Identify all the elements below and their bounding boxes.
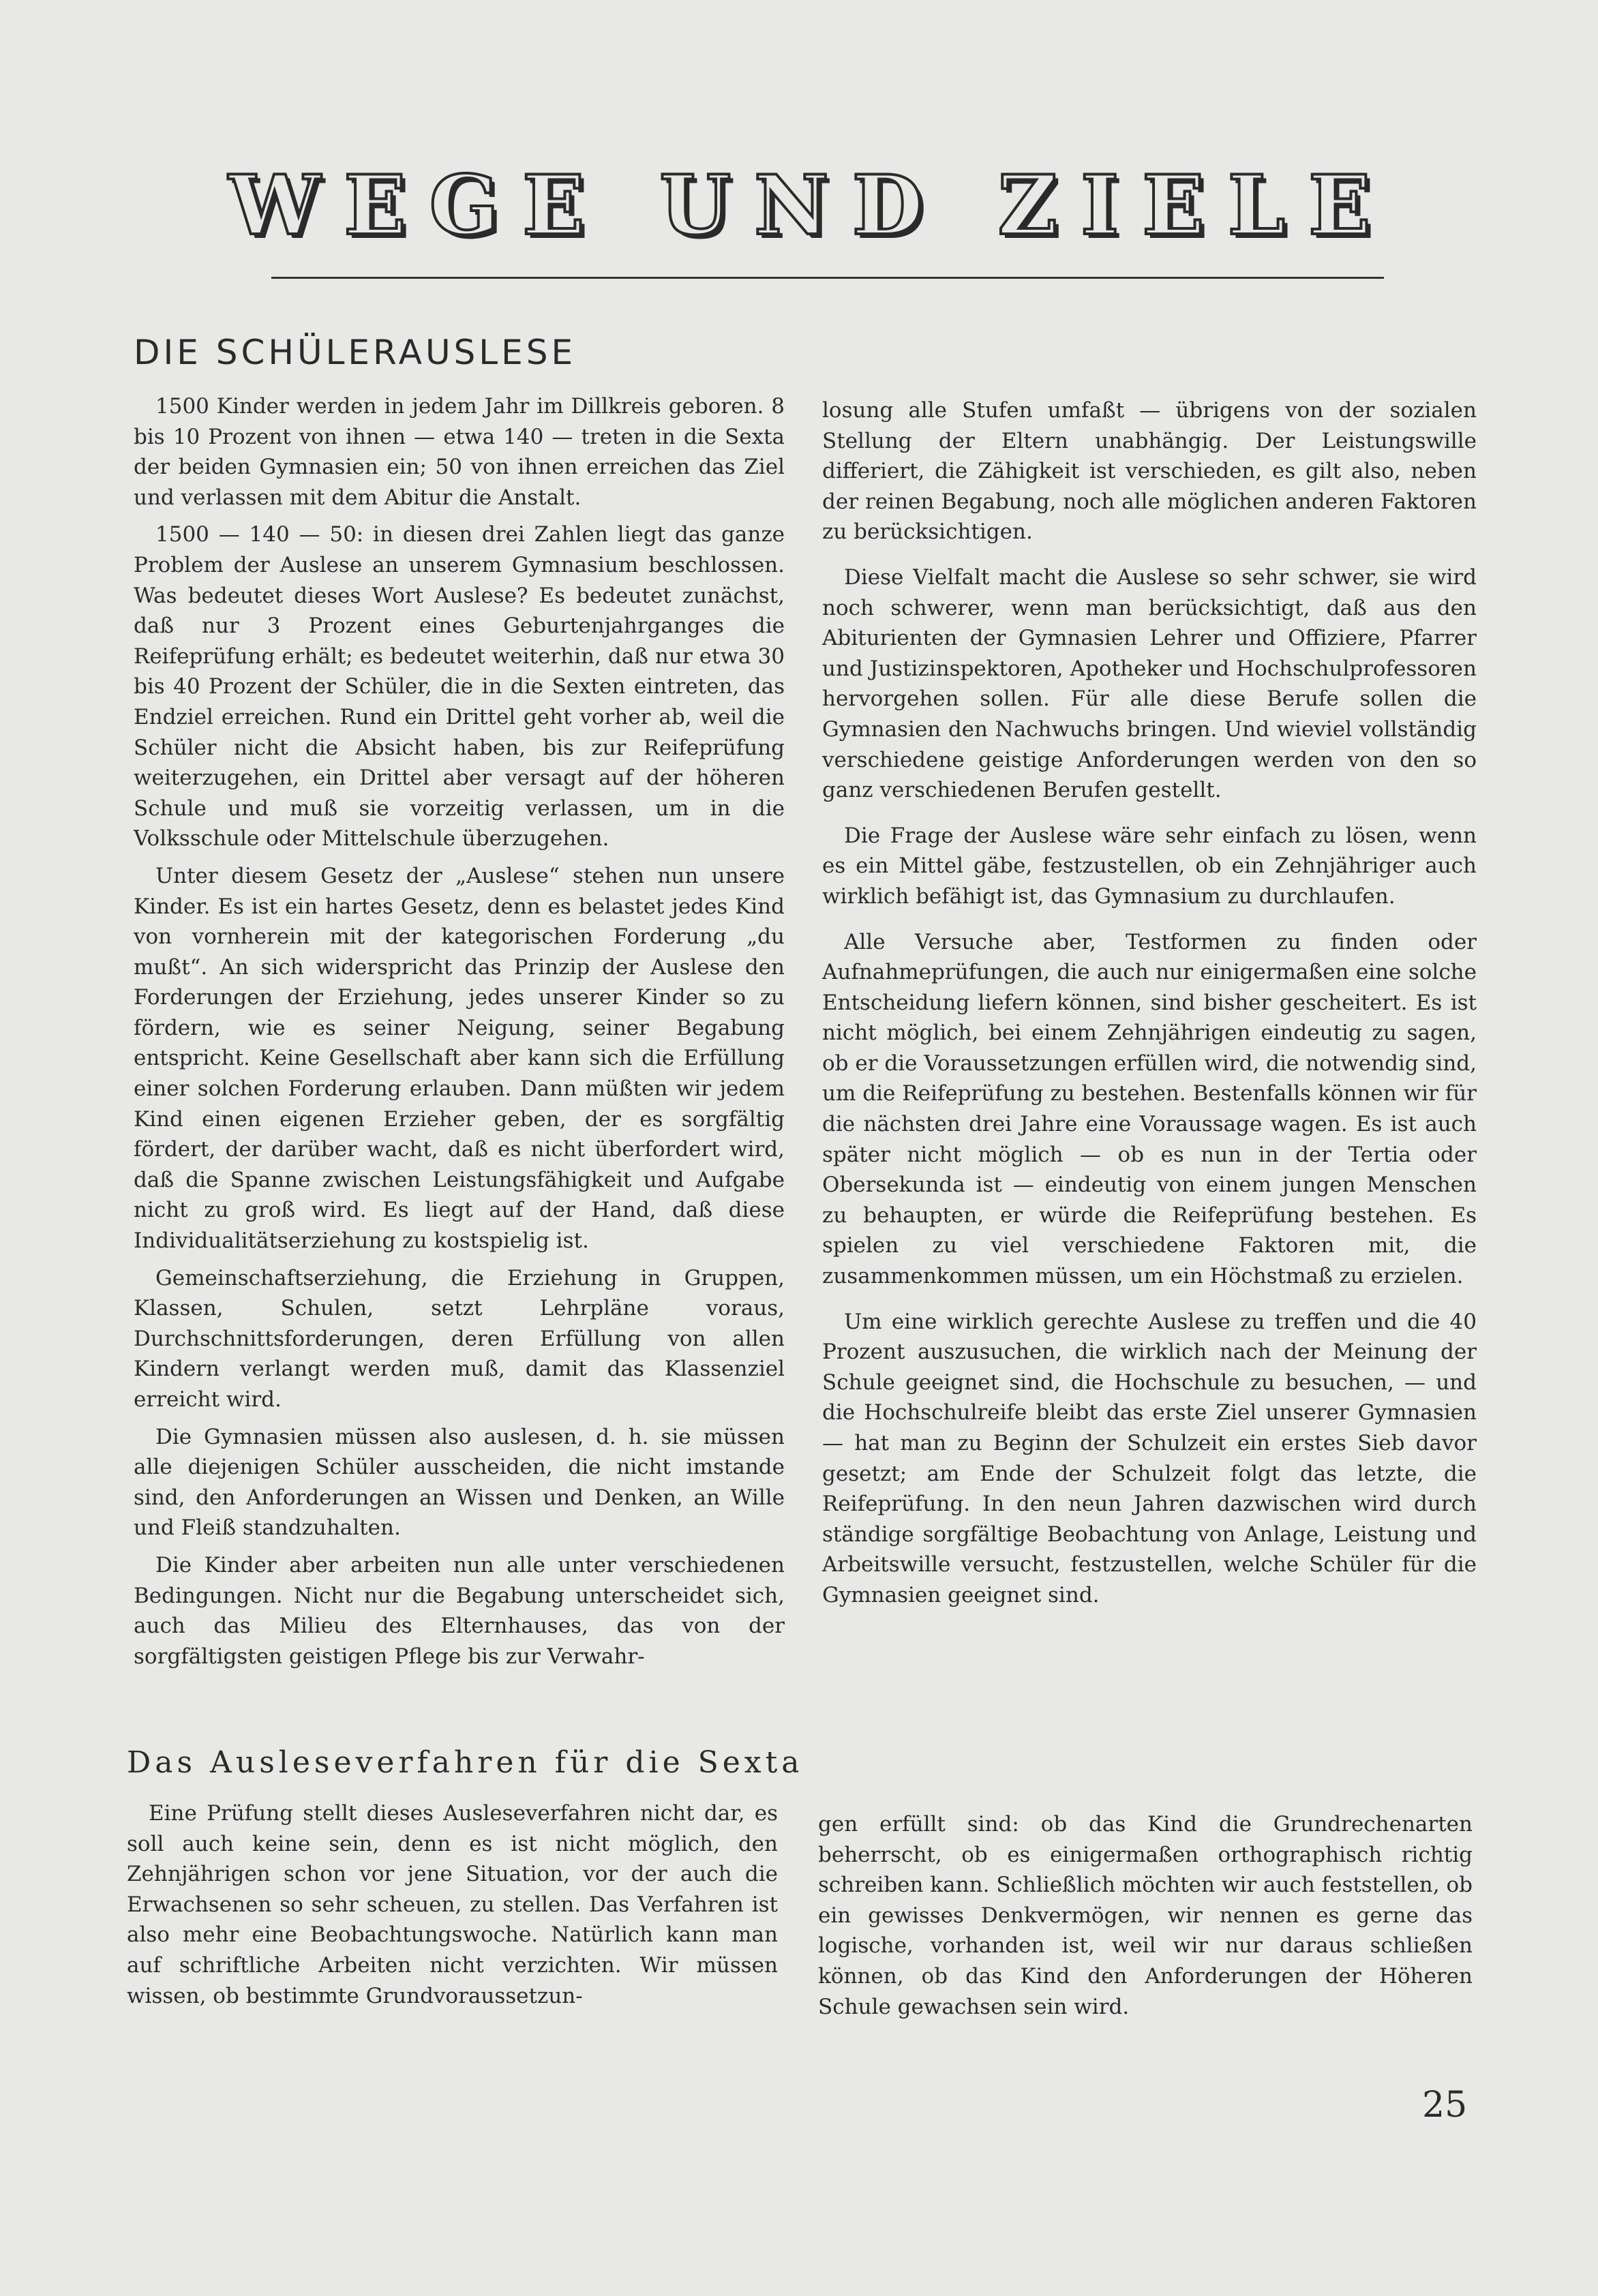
section1-right-column <box>822 395 1477 1611</box>
paragraph: Um eine wirklich gerechte Auslese zu treffen und die 40 Prozent auszusuchen, die wirklich nach der Meinung der Schule geeignet sind, die Hochschule zu besuchen, — und die Hochschulreife bleibt das erste Ziel unserer Gymnasien — hat man zu Beginn der Schulzeit ein erstes Sieb davor gesetzt; am Ende der Schulzeit folgt das letzte, die Reifeprüfung. In den neun Jahren dazwischen wird durch ständige sorgfältige Beobachtung von Anlage, Leistung und Arbeitswille versucht, festzustellen, welche Schüler für die Gymnasien geeignet sind. <box>822 1309 1477 1607</box>
section1-left-column <box>134 391 785 1672</box>
paragraph: Eine Prüfung stellt dieses Ausleseverfahren nicht dar, es soll auch keine sein, denn es ist nicht möglich, den Zehnjährigen schon vor jene Situation, vor der auch die Erwachsenen so sehr scheuen, zu stellen. Das Verfahren ist also mehr eine Beobachtungswoche. Natürlich kann man auf schriftliche Arbeiten nicht verzichten. Wir müssen wissen, ob bestimmte Grundvoraussetzun- <box>127 1801 778 2008</box>
section-title-schuelerauslese: DIE SCHÜLERAUSLESE <box>134 333 577 372</box>
paragraph: losung alle Stufen umfaßt — übrigens von der sozialen Stellung der Eltern unabhängig. Der Leistungswille differiert, die Zähigkeit ist verschieden, es gilt also, neben der reinen Begabung, noch alle möglichen anderen Faktoren zu berücksichtigen. <box>822 398 1477 545</box>
paragraph: 1500 — 140 — 50: in diesen drei Zahlen liegt das ganze Problem der Auslese an unserem Gymnasium beschlossen. Was bedeutet dieses Wort Auslese? Es bedeutet zunächst, daß nur 3 Prozent eines Geburtenjahrganges die Reifeprüfung erhält; es bedeutet weiterhin, daß nur etwa 30 bis 40 Prozent der Schüler, die in die Sexten eintreten, das Endziel erreichen. Rund ein Drittel geht vorher ab, weil die Schüler nicht die Absicht haben, bis zur Reifeprüfung weiterzugehen, ein Drittel aber versagt auf der höheren Schule und muß sie vorzeitig verlassen, um in die Volksschule oder Mittelschule überzugehen. <box>134 522 785 851</box>
paragraph: Gemeinschaftserziehung, die Erziehung in Gruppen, Klassen, Schulen, setzt Lehrpläne voraus, Durchschnittsforderungen, deren Erfüllung von allen Kindern verlangt werden muß, damit das Klassenziel erreicht wird. <box>134 1265 785 1412</box>
paragraph: 1500 Kinder werden in jedem Jahr im Dillkreis geboren. 8 bis 10 Prozent von ihnen — etwa 140 — treten in die Sexta der beiden Gymnasien ein; 50 von ihnen erreichen das Ziel und verlassen mit dem Abitur die Anstalt. <box>134 394 785 510</box>
paragraph: Die Gymnasien müssen also auslesen, d. h. sie müssen alle diejenigen Schüler ausscheiden, die nicht imstande sind, den Anforderungen an Wissen und Denken, an Wille und Fleiß standzuhalten. <box>134 1424 785 1541</box>
header-rule <box>271 277 1384 279</box>
paragraph: Die Frage der Auslese wäre sehr einfach zu lösen, wenn es ein Mittel gäbe, festzustellen, ob ein Zehnjähriger auch wirklich befähigt ist, das Gymnasium zu durchlaufen. <box>822 823 1477 909</box>
section-title-ausleseverfahren: Das Ausleseverfahren für die Sexta <box>127 1745 804 1780</box>
section2-left-column <box>127 1798 778 2011</box>
masthead-title: WEGE UND ZIELE <box>228 157 1394 254</box>
paragraph: Diese Vielfalt macht die Auslese so sehr schwer, sie wird noch schwerer, wenn man berücksichtigt, daß aus den Abiturienten der Gymnasien Lehrer und Offiziere, Pfarrer und Justizinspektoren, Apotheker und Hochschulprofessoren hervorgehen sollen. Für alle diese Berufe sollen die Gymnasien den Nachwuchs bringen. Und wieviel vollständig verschiedene geistige Anforderungen werden von den so ganz verschiedenen Berufen gestellt. <box>822 564 1477 803</box>
paragraph: gen erfüllt sind: ob das Kind die Grundrechenarten beherrscht, ob es einigermaßen orthographisch richtig schreiben kann. Schließlich möchten wir auch feststellen, ob ein gewisses Denkvermögen, wir nennen es gerne das logische, vorhanden ist, weil wir nur daraus schließen können, ob das Kind den Anforderungen der Höheren Schule gewachsen sein wird. <box>818 1812 1473 2019</box>
page-number: 25 <box>1422 2085 1468 2126</box>
paragraph: Unter diesem Gesetz der „Auslese“ stehen nun unsere Kinder. Es ist ein hartes Gesetz, denn es belastet jedes Kind von vornherein mit der kategorischen Forderung „du mußt“. An sich widerspricht das Prinzip der Auslese den Forderungen der Erziehung, jedes unserer Kinder so zu fördern, wie es seiner Neigung, seiner Begabung entspricht. Keine Gesellschaft aber kann sich die Erfüllung einer solchen Forderung erlauben. Dann müßten wir jedem Kind einen eigenen Erzieher geben, der es sorgfältig fördert, der darüber wacht, daß es nicht überfordert wird, daß die Spanne zwischen Leistungsfähigkeit und Aufgabe nicht zu groß wird. Es liegt auf der Hand, daß diese Individualitätserziehung zu kostspielig ist. <box>134 863 785 1254</box>
paragraph: Alle Versuche aber, Testformen zu finden oder Aufnahmeprüfungen, die auch nur einigermaßen eine solche Entscheidung liefern können, sind bisher gescheitert. Es ist nicht möglich, bei einem Zehnjährigen eindeutig zu sagen, ob er die Voraussetzungen erfüllen wird, die notwendig sind, um die Reifeprüfung zu bestehen. Bestenfalls können wir für die nächsten drei Jahre eine Voraussage wagen. Es ist auch später nicht möglich — ob es nun in der Tertia oder Obersekunda ist — eindeutig von einem jungen Menschen zu behaupten, er würde die Reifeprüfung bestehen. Es spielen zu viel verschiedene Faktoren mit, die zusammenkommen müssen, um ein Höchstmaß zu erzielen. <box>822 929 1477 1289</box>
section2-right-column <box>818 1809 1473 2022</box>
paragraph: Die Kinder aber arbeiten nun alle unter verschiedenen Bedingungen. Nicht nur die Begabung unterscheidet sich, auch das Milieu des Elternhauses, das von der sorgfältigsten geistigen Pflege bis zur Verwahr- <box>134 1552 785 1669</box>
